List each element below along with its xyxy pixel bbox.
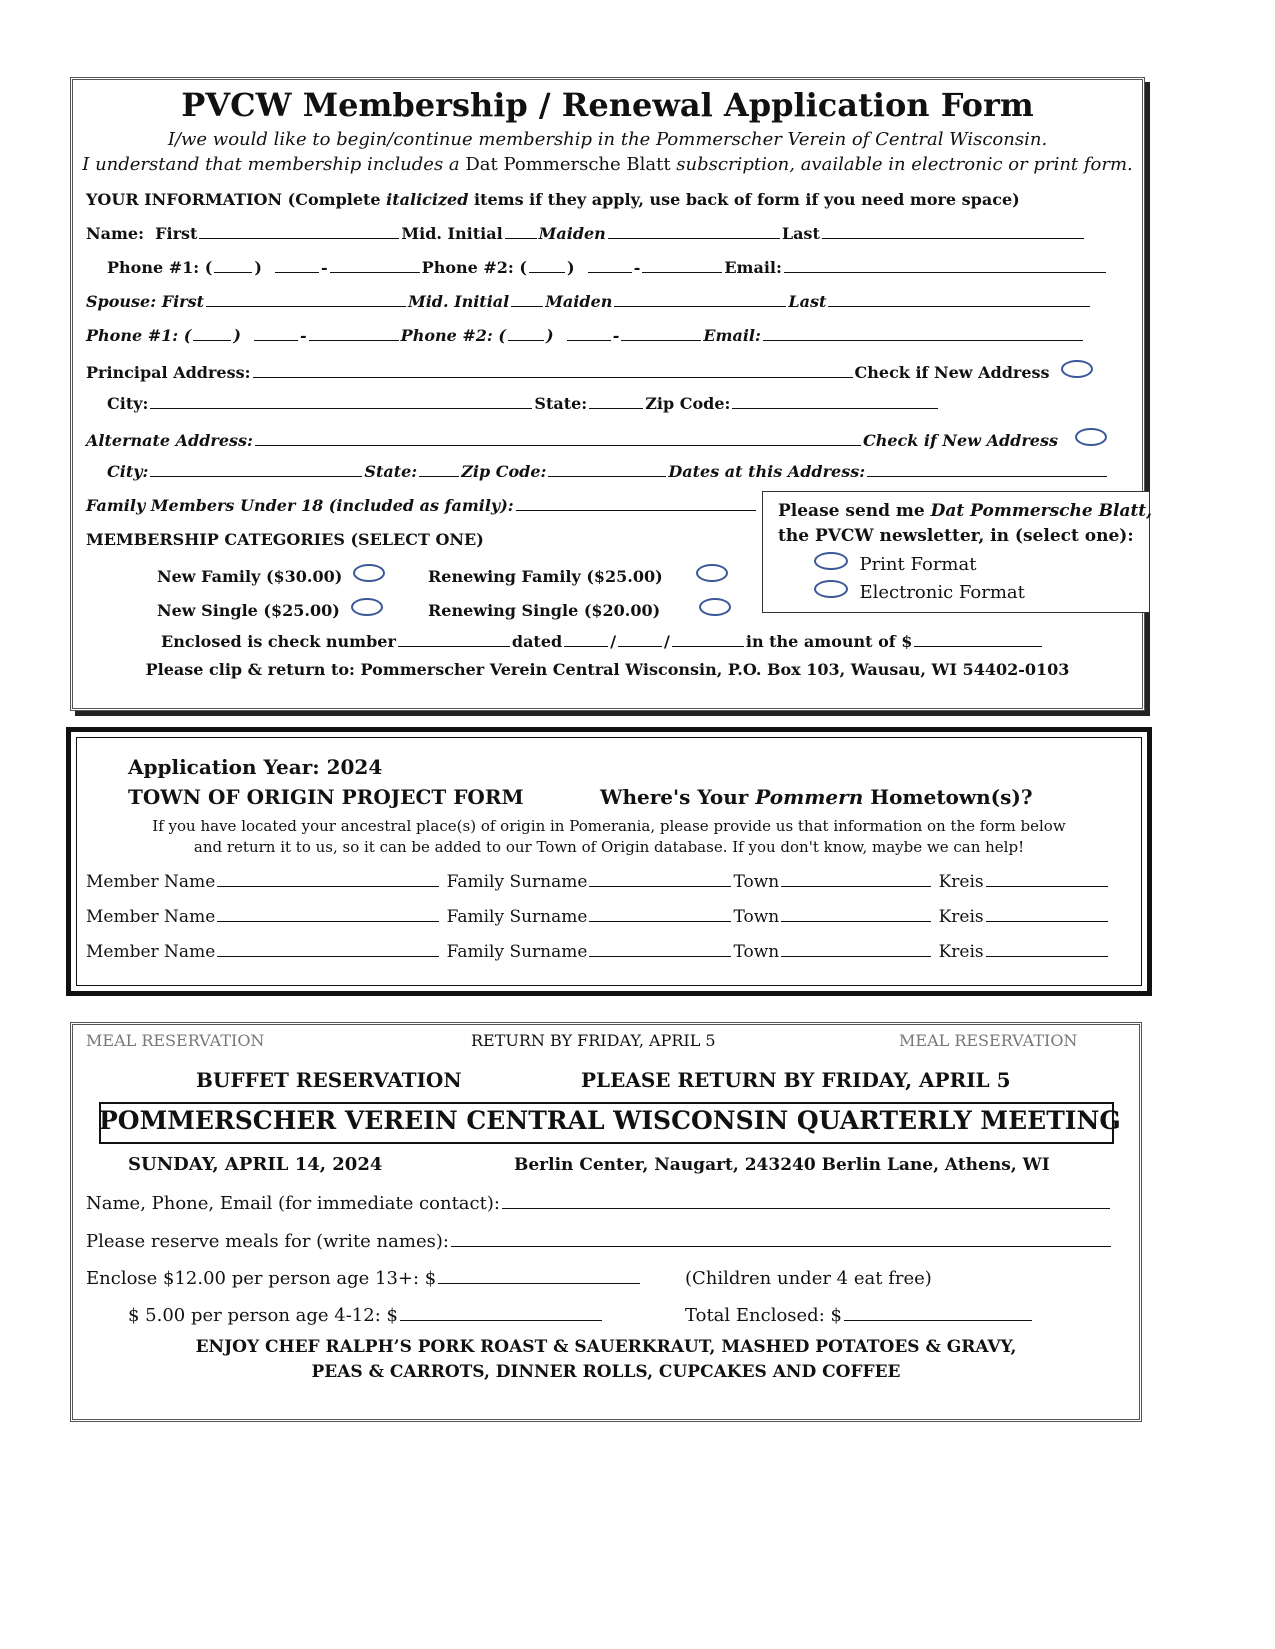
menu-line-1: ENJOY CHEF RALPH’S PORK ROAST & SAUERKRAUT, MASHED POTATOES & GRAVY, [195,1337,1017,1357]
town-label: Town [733,907,780,927]
alt-check-new-address-label: Check if New Address [862,431,1058,450]
your-info-c: items if they apply, use back of form if you need more space) [468,190,1020,209]
spouse-phone2-label: Phone #2: ( [400,326,506,345]
kreis-field[interactable] [986,907,1108,922]
spouse-email-field[interactable] [763,326,1083,341]
electronic-format-option [814,580,1025,603]
return-by-header: RETURN BY FRIDAY, APRIL 5 [471,1031,716,1050]
return-address: Please clip & return to: Pommerscher Verein Central Wisconsin, P.O. Box 103, Wausau, WI 54402-0103 [145,660,1070,679]
contact-row [86,1193,1112,1214]
member-name-field[interactable] [217,872,439,887]
spouse-email-label: Email: [703,326,761,345]
newsletter-b: Dat Pommersche Blatt, [930,501,1153,521]
total-enclosed-row [685,1305,1034,1326]
hometown-b: Pommern [755,785,864,809]
alt-new-address-radio[interactable] [1075,428,1107,446]
renewing-family-option [428,564,728,586]
family-under-18-field[interactable] [516,496,756,511]
phone2-label: Phone #2: ( [421,258,527,277]
contact-label: Name, Phone, Email (for immediate contact): [86,1193,500,1214]
spouse-last-label: Last [788,292,827,311]
phone-row: Phone #1: ( ) - Phone #2: ( ) - Email: [107,258,1108,277]
city-field[interactable] [150,394,532,409]
new-family-option [157,564,385,586]
new-single-radio[interactable] [351,598,383,616]
meeting-location: Berlin Center, Naugart, 243240 Berlin Lane, Athens, WI [514,1155,1050,1175]
spouse-phone2-area-field[interactable] [508,326,544,341]
spouse-first-label: Spouse: First [86,292,204,311]
member-name-label: Member Name [86,907,216,927]
phone1-label: Phone #1: ( [107,258,213,277]
phone2-prefix-field[interactable] [588,258,632,273]
member-name-label: Member Name [86,942,216,962]
town-label: Town [733,942,780,962]
meeting-title: POMMERSCHER VEREIN CENTRAL WISCONSIN QUARTERLY MEETING [99,1106,1121,1135]
alt-state-label: State: [364,462,418,481]
alternate-address-field[interactable] [255,431,861,446]
buffet-reservation-heading: BUFFET RESERVATION [196,1068,462,1092]
phone1-prefix-field[interactable] [275,258,319,273]
alternate-address-row [86,428,1107,450]
intro-2b: Dat Pommersche Blatt [465,154,671,175]
state-field[interactable] [589,394,643,409]
intro-2c: subscription, available in electronic or print form. [670,154,1133,175]
your-info-a: YOUR INFORMATION (Complete [86,190,387,209]
member-name-field[interactable] [217,907,439,922]
state-label: State: [534,394,588,413]
renewing-single-option [428,598,731,620]
family-under-18-label: Family Members Under 18 (included as family): [86,496,514,515]
reserve-names-field[interactable] [451,1232,1111,1247]
contact-field[interactable] [502,1194,1110,1209]
renewing-family-label: Renewing Family ($25.00) [428,567,663,586]
phone2-area-field[interactable] [529,258,565,273]
print-format-option [814,552,976,575]
maiden-label: Maiden [538,224,606,243]
member-name-field[interactable] [217,942,439,957]
dated-label: dated [511,632,563,651]
zip-label: Zip Code: [645,394,731,413]
total-enclosed-field[interactable] [844,1306,1032,1321]
child-price-row [128,1305,604,1326]
amount-label: in the amount of $ [745,632,913,651]
meal-reservation-right: MEAL RESERVATION [899,1031,1078,1050]
children-free-note: (Children under 4 eat free) [685,1268,932,1289]
spouse-mid-initial-label: Mid. Initial [407,292,510,311]
spouse-mid-initial-field[interactable] [511,292,543,307]
new-family-radio[interactable] [353,564,385,582]
newsletter-line-2: the PVCW newsletter, in (select one): [778,526,1134,546]
spouse-row [86,292,1092,311]
spouse-phone1-prefix-field[interactable] [254,326,298,341]
adult-price-label: Enclose $12.00 per person age 13+: $ [86,1268,437,1289]
newsletter-a: Please send me [778,501,931,521]
mid-initial-label: Mid. Initial [401,224,503,243]
spouse-phone1-label: Phone #1: ( [86,326,192,345]
reserve-row [86,1231,1113,1252]
family-surname-field[interactable] [589,942,731,957]
intro-2a: I understand that membership includes a [82,154,466,175]
email-label: Email: [724,258,782,277]
renewing-single-radio[interactable] [699,598,731,616]
family-surname-label: Family Surname [446,942,588,962]
town-field[interactable] [781,942,931,957]
new-single-option [157,598,383,620]
hometown-heading [600,785,1033,809]
date-day-field[interactable] [618,632,662,647]
last-label: Last [781,224,820,243]
membership-intro-1: I/we would like to begin/continue membership in the Pommerscher Verein of Central Wisconsin. [167,129,1048,150]
membership-intro-2 [70,154,1145,175]
date-year-field[interactable] [672,632,744,647]
your-information-heading [86,190,1020,209]
spouse-first-field[interactable] [206,292,406,307]
kreis-field[interactable] [986,942,1108,957]
check-number-field[interactable] [398,632,510,647]
spouse-phone1-area-field[interactable] [193,326,231,341]
hometown-a: Where's Your [600,785,756,809]
maiden-field[interactable] [608,224,780,239]
total-enclosed-label: Total Enclosed: $ [685,1305,842,1326]
new-address-radio[interactable] [1061,360,1093,378]
alternate-address-label: Alternate Address: [86,431,253,450]
member-name-label: Member Name [86,872,216,892]
origin-form-title: TOWN OF ORIGIN PROJECT FORM [128,785,524,809]
meeting-date: SUNDAY, APRIL 14, 2024 [128,1154,383,1175]
first-label: First [155,224,198,243]
alt-city-label: City: [107,462,149,481]
alternate-city-row [107,462,1109,481]
child-amount-field[interactable] [400,1306,602,1321]
principal-address-row [86,360,1093,382]
electronic-format-radio[interactable] [814,580,848,598]
origin-description-1: If you have located your ancestral place(s) of origin in Pomerania, please provide us that information on the form below [152,817,1066,835]
alt-zip-label: Zip Code: [461,462,547,481]
alt-city-field[interactable] [150,462,362,477]
town-field[interactable] [781,872,931,887]
new-family-label: New Family ($30.00) [157,567,343,586]
town-field[interactable] [781,907,931,922]
newsletter-line-1 [778,501,1152,521]
spouse-maiden-field[interactable] [614,292,786,307]
principal-address-label: Principal Address: [86,363,251,382]
kreis-field[interactable] [986,872,1108,887]
kreis-label: Kreis [938,942,984,962]
spouse-phone-row: Phone #1: ( ) - Phone #2: ( ) - Email: [86,326,1085,345]
adult-amount-field[interactable] [438,1269,640,1284]
dates-field[interactable] [867,462,1107,477]
family-surname-field[interactable] [589,872,731,887]
kreis-label: Kreis [938,907,984,927]
please-return-heading: PLEASE RETURN BY FRIDAY, APRIL 5 [581,1068,1011,1092]
phone2-line-field[interactable] [642,258,722,273]
name-row [86,224,1086,243]
city-label: City: [107,394,149,413]
origin-row-3 [86,942,1110,962]
phone1-line-field[interactable] [330,258,420,273]
dates-label: Dates at this Address: [668,462,866,481]
child-price-label: $ 5.00 per person age 4-12: $ [128,1305,398,1326]
mid-initial-field[interactable] [505,224,537,239]
family-surname-field[interactable] [589,907,731,922]
principal-address-field[interactable] [253,363,853,378]
origin-row-1 [86,872,1110,892]
origin-row-2 [86,907,1110,927]
phone1-area-field[interactable] [214,258,252,273]
meal-reservation-left: MEAL RESERVATION [86,1031,265,1050]
reserve-label: Please reserve meals for (write names): [86,1231,449,1252]
check-new-address-label: Check if New Address [854,363,1050,382]
name-label: Name: [86,224,145,243]
origin-description-2: and return it to us, so it can be added to our Town of Origin database. If you don't know, maybe we can help! [193,838,1025,856]
membership-title: PVCW Membership / Renewal Application Form [181,86,1034,124]
membership-categories-heading: MEMBERSHIP CATEGORIES (SELECT ONE) [86,530,484,549]
last-name-field[interactable] [822,224,1084,239]
renewing-single-label: Renewing Single ($20.00) [428,601,661,620]
menu-line-2: PEAS & CARROTS, DINNER ROLLS, CUPCAKES AND COFFEE [311,1362,901,1382]
print-format-radio[interactable] [814,552,848,570]
family-surname-label: Family Surname [446,907,588,927]
amount-field[interactable] [914,632,1042,647]
kreis-label: Kreis [938,872,984,892]
family-under-18-row [86,496,758,515]
town-label: Town [733,872,780,892]
email-field[interactable] [784,258,1106,273]
family-surname-label: Family Surname [446,872,588,892]
application-year: Application Year: 2024 [128,755,383,779]
your-info-b: italicized [386,190,469,209]
date-month-field[interactable] [564,632,608,647]
spouse-phone2-prefix-field[interactable] [567,326,611,341]
alt-zip-field[interactable] [548,462,666,477]
alt-state-field[interactable] [419,462,459,477]
new-single-label: New Single ($25.00) [157,601,340,620]
enclosed-check-label: Enclosed is check number [161,632,396,651]
enclosed-check-row: Enclosed is check number dated / / in the amount of $ [161,632,1044,651]
spouse-phone2-line-field[interactable] [621,326,701,341]
adult-price-row [86,1268,642,1289]
spouse-last-field[interactable] [828,292,1090,307]
zip-field[interactable] [732,394,938,409]
first-name-field[interactable] [199,224,399,239]
renewing-family-radio[interactable] [696,564,728,582]
principal-city-row [107,394,940,413]
spouse-phone1-line-field[interactable] [309,326,399,341]
hometown-c: Hometown(s)? [863,785,1033,809]
electronic-format-label: Electronic Format [859,582,1025,603]
spouse-maiden-label: Maiden [545,292,613,311]
print-format-label: Print Format [859,554,977,575]
